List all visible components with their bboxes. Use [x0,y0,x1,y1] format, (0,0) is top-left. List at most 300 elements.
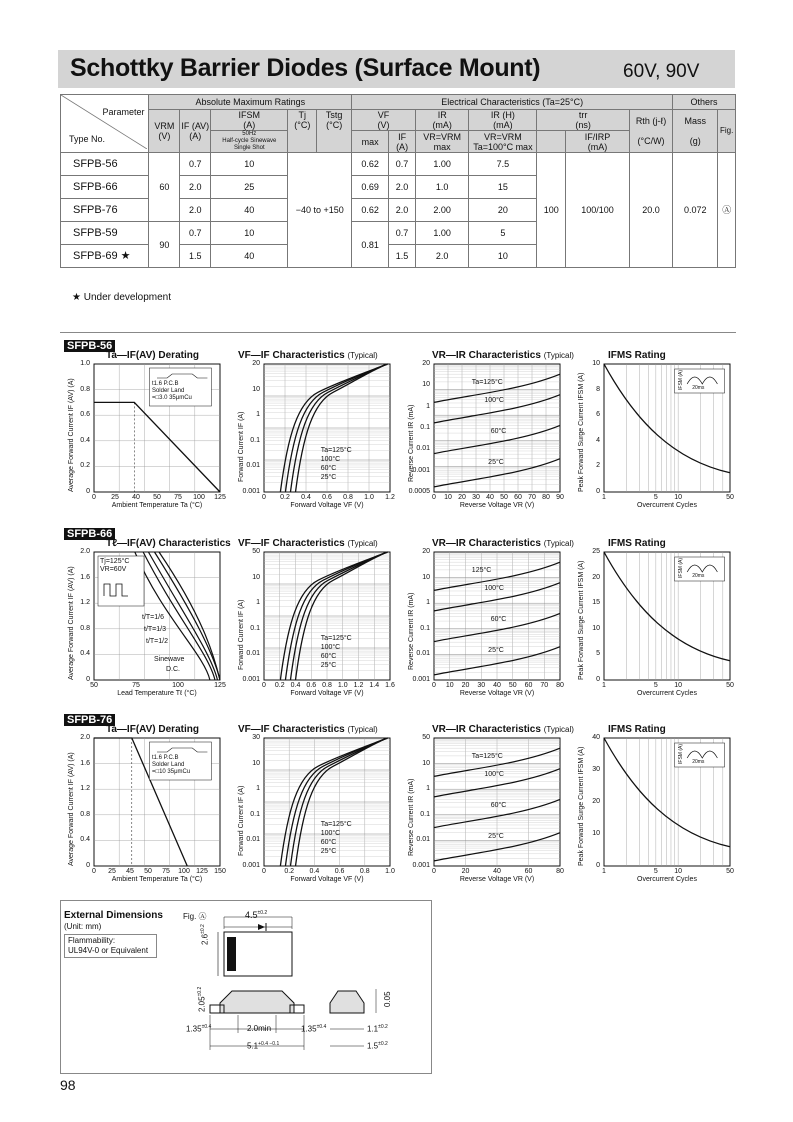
y-tick-label: 0.4 [80,650,90,658]
vf-cell: 0.69 [352,176,389,199]
y-tick-label: 20 [422,548,430,555]
type-cell: SFPB-59 [61,222,149,245]
y-tick-label: 0.001 [412,862,430,869]
y-tick-label: 10 [592,830,600,837]
typical-label: (Typical) [543,539,574,548]
temp-label: 60°C [490,616,507,623]
x-tick-label: 0.4 [301,494,311,501]
curve-label: t/T=1/2 [146,638,168,645]
x-tick-label: 75 [174,494,182,501]
type-cell: SFPB-56 [61,153,149,176]
ifsm-cell: 40 [211,199,288,222]
inset-label: IFSM (A) [678,744,685,764]
y-tick-label: 2.0 [80,734,90,741]
y-tick-label: 0.001 [412,676,430,683]
x-tick-label: 60 [524,682,533,689]
x-axis-label: Lead Temperature Tℓ (°C) [117,690,197,697]
x-tick-label: 1 [602,682,606,689]
y-tick-label: 10 [422,759,430,767]
typical-label: (Typical) [347,539,378,548]
y-axis-label: Forward Current IF (A) [238,599,245,670]
y-tick-label: 0.4 [80,436,90,444]
typical-label: (Typical) [543,351,574,360]
type-cell: SFPB-66 [61,176,149,199]
x-tick-label: 70 [528,494,536,501]
temp-range-cell: −40 to +150 [288,153,352,268]
ir-cell: 2.0 [415,245,469,268]
y-tick-label: 30 [592,766,600,773]
x-axis-label: Forward Voltage VF (V) [290,690,364,697]
ir-cell: 2.00 [415,199,469,222]
y-tick-label: 25 [592,548,600,555]
y-tick-label: 20 [252,360,260,367]
ir-title: VR—IR Characteristics (Typical) [432,538,574,549]
y-axis-label: Reverse Current IR (mA) [408,592,415,670]
ir-cond: VR=VRM max [415,131,469,153]
note-text: =□10 35μmCu [151,769,191,775]
x-tick-label: 10 [674,494,683,501]
temp-label: 125°C [471,567,492,575]
x-axis-label: Forward Voltage VF (V) [290,502,364,509]
x-tick-label: 100 [178,868,190,875]
if-cell: 0.7 [389,153,416,176]
vrm-header: VRM (V) [149,110,180,153]
dim-end-total: $1.5^{\pm 0.2}$ [367,1041,388,1051]
x-tick-label: 10 [674,682,683,689]
vf-cell: 0.62 [352,199,389,222]
temp-label: 60°C [320,839,337,847]
x-tick-label: 50 [144,868,152,875]
irh-cell: 15 [469,176,537,199]
x-tick-label: 125 [214,682,226,689]
x-tick-label: 50 [726,494,734,501]
y-axis-label: Average Forward Current IF (AV) (A) [68,566,75,680]
x-tick-label: 0.2 [284,868,295,875]
x-tick-label: 1.0 [364,494,374,501]
y-tick-label: 2.0 [80,548,90,555]
irh-cond: VR=VRM Ta=100°C max [469,131,537,153]
vf-title: VF—IF Characteristics (Typical) [238,724,378,735]
vf-cell: 0.81 [352,222,389,268]
dim-lead: 0.05 [383,991,392,1007]
inset-label: 20ms [692,759,705,765]
top-view [218,917,292,976]
vrm-cell: 90 [149,222,180,268]
ifsm-cell: 40 [211,245,288,268]
x-tick-label: 0.2 [280,494,290,501]
y-tick-label: 0.8 [80,385,90,393]
temp-label: 60°C [490,428,507,435]
x-tick-label: 0 [432,868,436,875]
end-view [330,989,376,1046]
y-tick-label: 0.01 [416,836,430,844]
x-tick-label: 25 [108,868,116,875]
x-tick-label: 60 [514,494,522,501]
y-tick-label: 0.001 [242,488,260,495]
y-tick-label: 30 [252,734,260,741]
temp-label: 60°C [320,465,337,473]
y-tick-label: 0.8 [80,810,90,818]
x-tick-label: 0.8 [359,868,370,875]
y-tick-label: 0 [596,488,600,495]
y-tick-label: 0.1 [250,810,260,818]
x-tick-label: 0 [262,494,266,501]
y-tick-label: 6 [596,411,600,419]
divider [60,332,736,333]
y-tick-label: 0.01 [246,650,260,658]
y-axis-label: Average Forward Current IF (AV) (A) [68,378,75,492]
temp-label: 100°C [484,585,504,593]
rth-header: Rth (j-ℓ) (°C/W) [629,110,672,153]
x-tick-label: 80 [556,682,564,689]
y-tick-label: 20 [592,573,600,581]
ifsm-chart [604,364,730,492]
dim-height: $2.6^{\pm 0.2}$ [200,924,210,945]
y-tick-label: 0.1 [420,424,430,431]
ifsm-title: IFMS Rating [608,724,666,735]
x-tick-label: 50 [153,494,161,501]
x-axis-label: Reverse Voltage VR (V) [459,876,535,883]
ifsm-header: IFSM (A) [211,110,288,131]
irh-cell: 7.5 [469,153,537,176]
y-tick-label: 0.8 [80,624,90,632]
ir-cell: 1.00 [415,222,469,245]
trr-blank [537,131,566,153]
ir-cell: 1.0 [415,176,469,199]
x-tick-label: 50 [726,682,734,689]
derating-line [94,402,220,492]
y-axis-label: Peak Forward Surge Current IFSM (A) [578,560,585,680]
temp-label: Ta=125°C [320,635,352,643]
x-axis-label: Reverse Voltage VR (V) [459,690,535,697]
x-tick-label: 0.8 [322,682,332,689]
mass-cell: 0.072 [673,153,718,268]
x-tick-label: 0.6 [306,682,317,689]
x-axis-label: Overcurrent Cycles [637,502,697,509]
section-label: SFPB-56 [64,340,115,352]
y-tick-label: 40 [592,734,600,741]
amr-header: Absolute Maximum Ratings [149,95,352,110]
x-tick-label: 0 [92,868,96,875]
x-tick-label: 5 [653,494,658,501]
fig-cell: Ⓐ [718,153,736,268]
if-cell: 1.5 [389,245,416,268]
x-tick-label: 60 [524,868,533,875]
y-tick-label: 0 [86,488,90,495]
y-tick-label: 4 [596,436,600,444]
x-tick-label: 40 [132,494,140,501]
y-tick-label: 1.0 [80,360,90,367]
x-tick-label: 100 [172,682,184,689]
ifav-cell: 0.7 [180,153,211,176]
y-tick-label: 0 [86,862,90,869]
tj-header: Tj (°C) [288,110,317,153]
x-tick-label: 0 [432,494,436,501]
section-label: SFPB-66 [64,528,115,540]
curve-label: D.C. [166,666,180,673]
inset-label: IFSM (A) [678,370,685,390]
fig-header: Fig. [718,110,736,153]
y-tick-label: 1.6 [80,759,90,767]
x-tick-label: 150 [214,868,226,875]
dim-total: $5.1^{+0.4 -0.1}$ [247,1041,280,1051]
y-tick-label: 1 [426,402,430,410]
x-tick-label: 1.4 [369,682,380,689]
y-tick-label: 0.4 [80,836,90,844]
y-tick-label: 10 [252,759,260,767]
x-tick-label: 40 [493,868,501,875]
note-text: Solder Land [151,388,185,394]
y-tick-label: 5 [596,650,600,658]
y-axis-label: Forward Current IF (A) [238,785,245,856]
ifsm-chart [604,738,730,866]
ifsm-cell: 10 [211,222,288,245]
x-tick-label: 0 [432,682,436,689]
ir-cell: 1.00 [415,153,469,176]
curve-label: t/T=1/6 [142,614,164,621]
y-tick-label: 0.1 [420,810,430,818]
irh-header: IR (H) (mA) [469,110,537,131]
x-tick-label: 40 [486,494,494,501]
x-tick-label: 125 [214,494,226,501]
derating-title: Ta—IF(AV) Derating [106,724,199,735]
x-tick-label: 25 [111,494,119,501]
y-tick-label: 0.2 [80,462,90,470]
development-note: ★ Under development [72,292,172,303]
y-tick-label: 1.2 [80,785,90,793]
rth-cell: 20.0 [629,153,672,268]
x-tick-label: 70 [540,682,549,689]
x-tick-label: 10 [444,494,452,501]
x-tick-label: 1 [602,494,606,501]
note-text: Solder Land [151,762,185,768]
y-tick-label: 2 [596,462,600,470]
y-axis-label: Peak Forward Surge Current IFSM (A) [578,746,585,866]
x-tick-label: 1 [602,868,606,875]
temp-label: 25°C [320,848,337,856]
x-tick-label: 0.6 [334,868,345,875]
y-tick-label: 0.1 [250,624,260,632]
page-title: Schottky Barrier Diodes (Surface Mount) [70,54,541,82]
type-cell: SFPB-69 ★ [61,245,149,268]
typical-label: (Typical) [347,725,378,734]
x-tick-label: 0 [262,868,266,875]
ir-title: VR—IR Characteristics (Typical) [432,350,574,361]
y-tick-label: 0.01 [416,650,430,658]
x-tick-label: 10 [445,682,454,689]
y-tick-label: 1.6 [80,573,90,581]
note-text: t1.6 P.C.B [151,755,179,761]
temp-label: 60°C [320,653,337,661]
dim-right-lead: $1.35^{\pm 0.4}$ [301,1024,327,1034]
inset-label: 20ms [692,573,705,579]
vf-chart [264,364,390,492]
y-tick-label: 0.01 [246,836,260,844]
y-tick-label: 0 [596,676,600,683]
temp-label: 25°C [488,832,504,840]
y-tick-label: 1 [426,599,430,607]
y-tick-label: 50 [422,734,430,741]
ir-title: VR—IR Characteristics (Typical) [432,724,574,735]
x-tick-label: 1.6 [385,682,395,689]
temp-label: 60°C [490,802,507,809]
y-tick-label: 0.01 [246,462,260,470]
vrm-cell: 60 [149,153,180,222]
y-tick-label: 20 [422,360,430,367]
ifsm-cond: 50Hz Half-cycle Sinewave Single Shot [211,131,288,153]
temp-label: 100°C [320,456,341,464]
curve-label: Sinewave [154,656,185,663]
y-tick-label: 8 [596,385,600,393]
spec-table [60,94,736,268]
x-tick-label: 0.4 [290,682,301,689]
x-tick-label: 5 [653,868,658,875]
vf-title: VF—IF Characteristics (Typical) [238,350,378,361]
x-tick-label: 0.2 [274,682,285,689]
dim-width: $4.5^{\pm 0.2}$ [245,910,268,920]
y-axis-label: Reverse Current IR (mA) [408,404,415,482]
y-tick-label: 0 [86,676,90,683]
x-tick-label: 1.2 [385,494,395,501]
temp-label: Ta=125°C [320,447,352,455]
y-tick-label: 0.1 [250,436,260,444]
note-text: =□3.0 35μmCu [151,395,192,401]
ifav-cell: 0.7 [180,222,211,245]
x-axis-label: Ambient Temperature Ta (°C) [111,502,203,509]
voltage-rating: 60V, 90V [623,61,700,82]
y-tick-label: 0.001 [242,862,260,869]
dim-min: 2.0min [247,1024,272,1033]
trr-cond-cell: 100/100 [566,153,630,268]
flammability-box: Flammability: UL94V-0 or Equivalent [64,934,157,958]
y-tick-label: 1 [256,599,260,607]
x-axis-label: Ambient Temperature Ta (°C) [111,876,203,883]
inset-label: IFSM (A) [678,558,685,578]
temp-label: 100°C [320,644,341,652]
mass-header: Mass (g) [673,110,718,153]
y-tick-label: 0.001 [412,466,430,474]
x-tick-label: 10 [674,868,683,875]
derating-title: Ta—IF(AV) Derating [106,350,199,361]
if-header: IF (A) [389,131,416,153]
x-tick-label: 45 [126,868,134,875]
ifav-cell: 2.0 [180,199,211,222]
x-tick-label: 0 [262,682,266,689]
y-tick-label: 10 [252,573,260,581]
y-tick-label: 0.6 [80,411,90,419]
x-tick-label: 30 [472,494,480,501]
ifav-cell: 2.0 [180,176,211,199]
unit-label: (Unit: mm) [64,922,102,931]
ifav-cell: 1.5 [180,245,211,268]
temp-label: Ta=125°C [320,821,352,829]
type-cell: SFPB-76 [61,199,149,222]
if-cell: 2.0 [389,176,416,199]
section-label: SFPB-76 [64,714,115,726]
temp-label: Ta=125°C [471,379,503,387]
x-tick-label: 80 [542,494,550,501]
figure-label: Fig. Ⓐ [183,912,207,921]
derating-title: Tℓ—IF(AV) Characteristics [106,538,231,549]
inset-label: 20ms [692,385,705,391]
dim-thickness: $2.05^{\pm 0.2}$ [197,986,207,1012]
x-tick-label: 1.0 [337,682,348,689]
x-tick-label: 0.6 [322,494,332,501]
x-tick-label: 100 [193,494,205,501]
x-tick-label: 20 [461,868,470,875]
temp-label: 25°C [320,474,337,482]
tstg-header: Tstg (°C) [317,110,352,153]
dim-left-lead: $1.35^{\pm 0.4}$ [186,1024,212,1034]
vf-chart [264,552,390,680]
y-tick-label: 1 [426,785,430,793]
x-tick-label: 20 [458,494,466,501]
vf-header: VF (V) [352,110,416,131]
y-axis-label: Peak Forward Surge Current IFSM (A) [578,372,585,492]
dim-end-width: $1.1^{\pm 0.2}$ [367,1024,388,1034]
typical-label: (Typical) [347,351,378,360]
x-tick-label: 50 [508,682,517,689]
x-axis-label: Reverse Voltage VR (V) [459,502,535,509]
ifsm-title: IFMS Rating [608,538,666,549]
irh-cell: 10 [469,245,537,268]
if-cell: 2.0 [389,199,416,222]
temp-label: 100°C [320,830,341,838]
y-tick-label: 50 [252,548,260,555]
ec-header: Electrical Characteristics (Ta=25°C) [352,95,673,110]
temp-label: 25°C [488,646,504,654]
y-tick-label: 1.2 [80,599,90,607]
x-tick-label: 90 [556,494,564,501]
x-tick-label: 80 [556,868,564,875]
y-tick-label: 0.1 [420,624,430,632]
x-tick-label: 30 [477,682,486,689]
y-tick-label: 10 [252,385,260,393]
page-number: 98 [60,1077,76,1093]
temp-label: Ta=125°C [471,753,503,761]
vf-title: VF—IF Characteristics (Typical) [238,538,378,549]
vf-cell: 0.62 [352,153,389,176]
trr-cell: 100 [537,153,566,268]
y-tick-label: 10 [422,573,430,581]
x-tick-label: 50 [726,868,734,875]
type-header: Type No. [69,134,106,144]
curve-label: t/T=1/3 [144,626,166,633]
y-tick-label: 0.001 [242,676,260,683]
note-text: t1.6 P.C.B [151,381,179,387]
x-tick-label: 0.4 [309,868,320,875]
x-tick-label: 0 [92,494,96,501]
y-tick-label: 0.0005 [408,488,430,495]
y-tick-label: 1 [256,785,260,793]
vf-max-header: max [352,131,389,153]
temp-label: 100°C [484,771,504,779]
y-axis-label: Forward Current IF (A) [238,411,245,482]
y-tick-label: 10 [592,360,600,367]
y-tick-label: 15 [592,599,600,607]
vf-chart [264,738,390,866]
trr-header: trr (ns) [537,110,630,131]
table-row [61,153,736,176]
x-tick-label: 1.0 [385,868,395,875]
irh-cell: 20 [469,199,537,222]
temp-label: 25°C [488,458,504,466]
note-text: Tj=125°C [100,558,130,565]
ifsm-chart [604,552,730,680]
ifsm-title: IFMS Rating [608,350,666,361]
y-tick-label: 0.01 [416,445,430,453]
irh-cell: 5 [469,222,537,245]
